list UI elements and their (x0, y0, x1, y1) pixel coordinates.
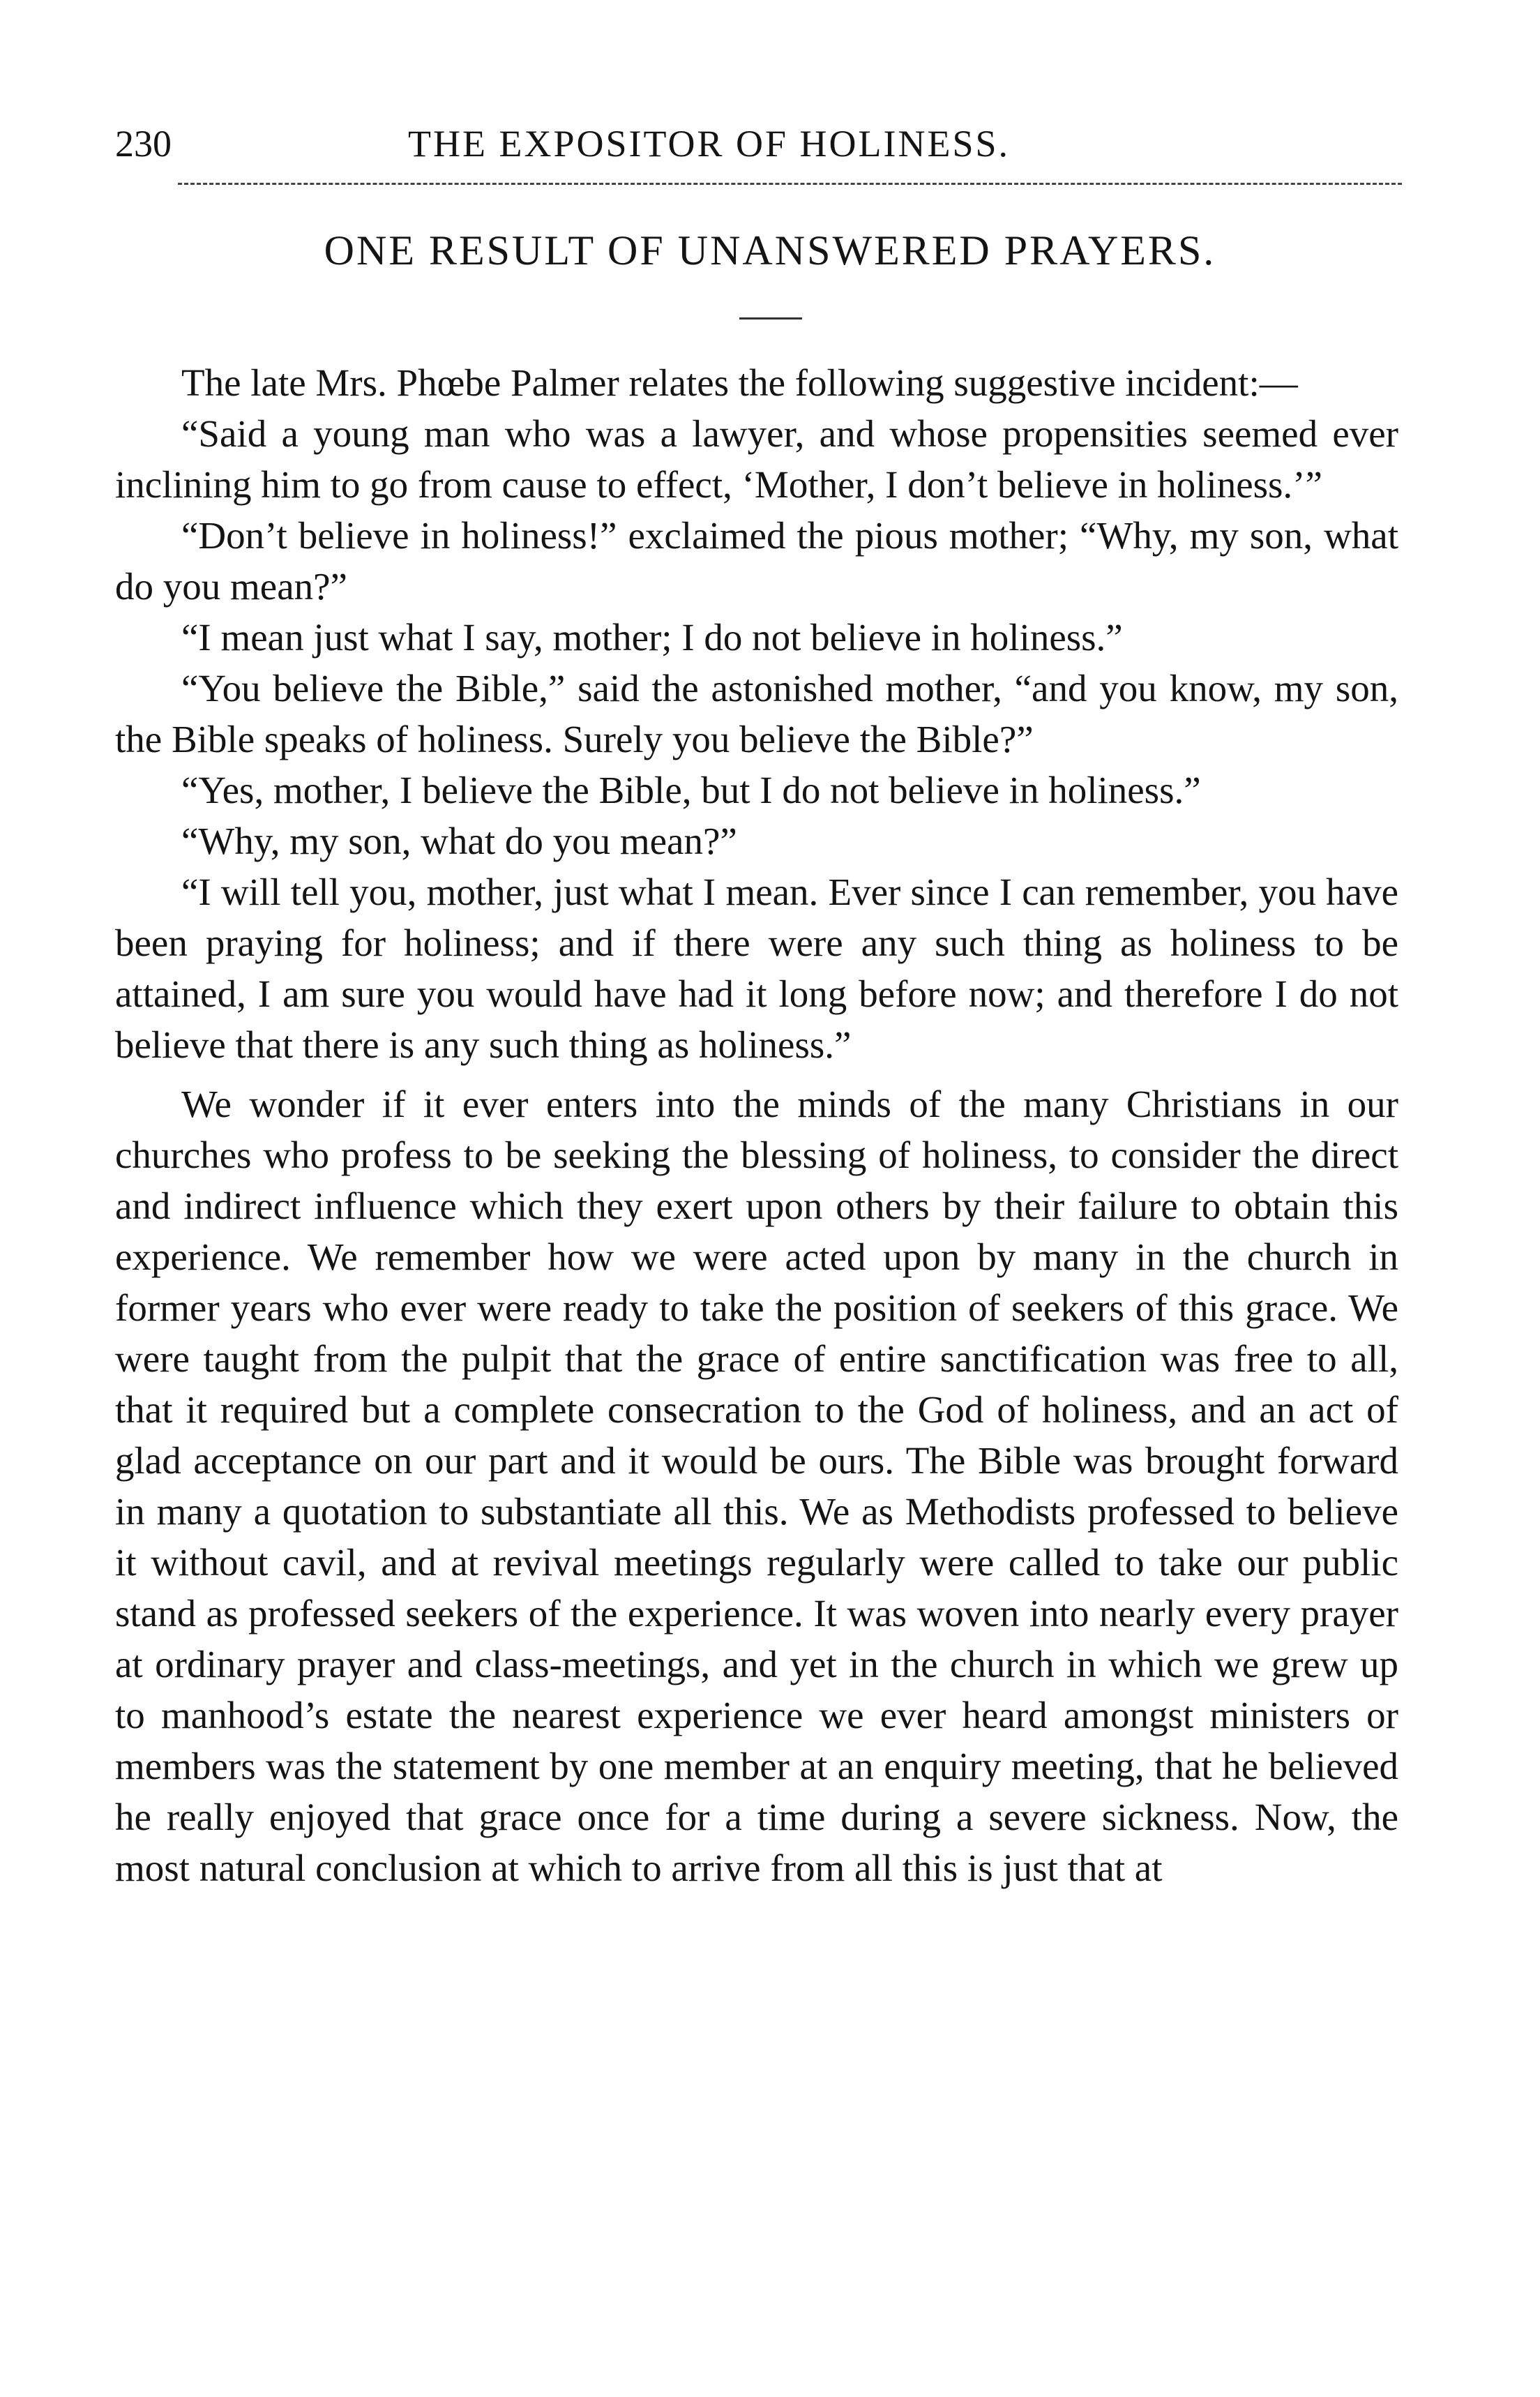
paragraph: The late Mrs. Phœbe Palmer relates the following suggestive incident:— (181, 361, 1298, 404)
paragraph: “You believe the Bible,” said the astonished mother, “and you know, my son, the Bible speaks of holiness. Surely you believe the Bible?” (115, 667, 1398, 760)
paragraph: “Said a young man who was a lawyer, and whose propensities seemed ever inclining him to go from cause to effect, ‘Mother, I don’t believe in holiness.’” (115, 412, 1398, 506)
paragraph: “Why, my son, what do you mean?” (181, 820, 737, 862)
paragraph: “Don’t believe in holiness!” exclaimed the pious mother; “Why, my son, what do you mean?” (115, 514, 1398, 608)
title-rule (739, 317, 802, 320)
paragraph: “I will tell you, mother, just what I mean. Ever since I can remember, you have been praying for holiness; and if there were any such thing as holiness to be attained, I am sure you would have had it long before now; and therefore I do not believe that there is any such thing as holiness.” (115, 871, 1398, 1066)
paragraph: We wonder if it ever enters into the minds of the many Christians in our churches who profess to be seeking the blessing of holiness, to consider the direct and indirect influence which they exert upon others by their failure to obtain this experience. We remember how we were acted upon by many in the church in former years who ever were ready to take the position of seekers of this grace. We were taught from the pulpit that the grace of entire sanctification was free to all, that it required but a complete consecration to the God of holiness, and an act of glad acceptance on our part and it would be ours. The Bible was brought forward in many a quotation to substantiate all this. We as Methodists professed to believe it without cavil, and at revival meetings regularly were called to take our public stand as professed seekers of the experience. It was woven into nearly every prayer at ordinary prayer and class-meetings, and yet in the church in which we grew up to manhood’s estate the nearest experience we ever heard amongst ministers or members was the statement by one member at an enquiry meeting, that he believed he really enjoyed that grace once for a time during a severe sickness. Now, the most natural conclusion at which to arrive from all this is just that at (115, 1083, 1398, 1889)
page-header (0, 122, 1540, 171)
header-rule (178, 183, 1402, 185)
article-body (115, 349, 1398, 1893)
running-head: THE EXPOSITOR OF HOLINESS. (408, 123, 1011, 165)
paragraph: “I mean just what I say, mother; I do not believe in holiness.” (181, 616, 1123, 659)
paragraph: “Yes, mother, I believe the Bible, but I do not believe in holiness.” (181, 769, 1201, 811)
article-title: ONE RESULT OF UNANSWERED PRAYERS. (324, 227, 1216, 273)
page-number: 230 (115, 123, 172, 165)
